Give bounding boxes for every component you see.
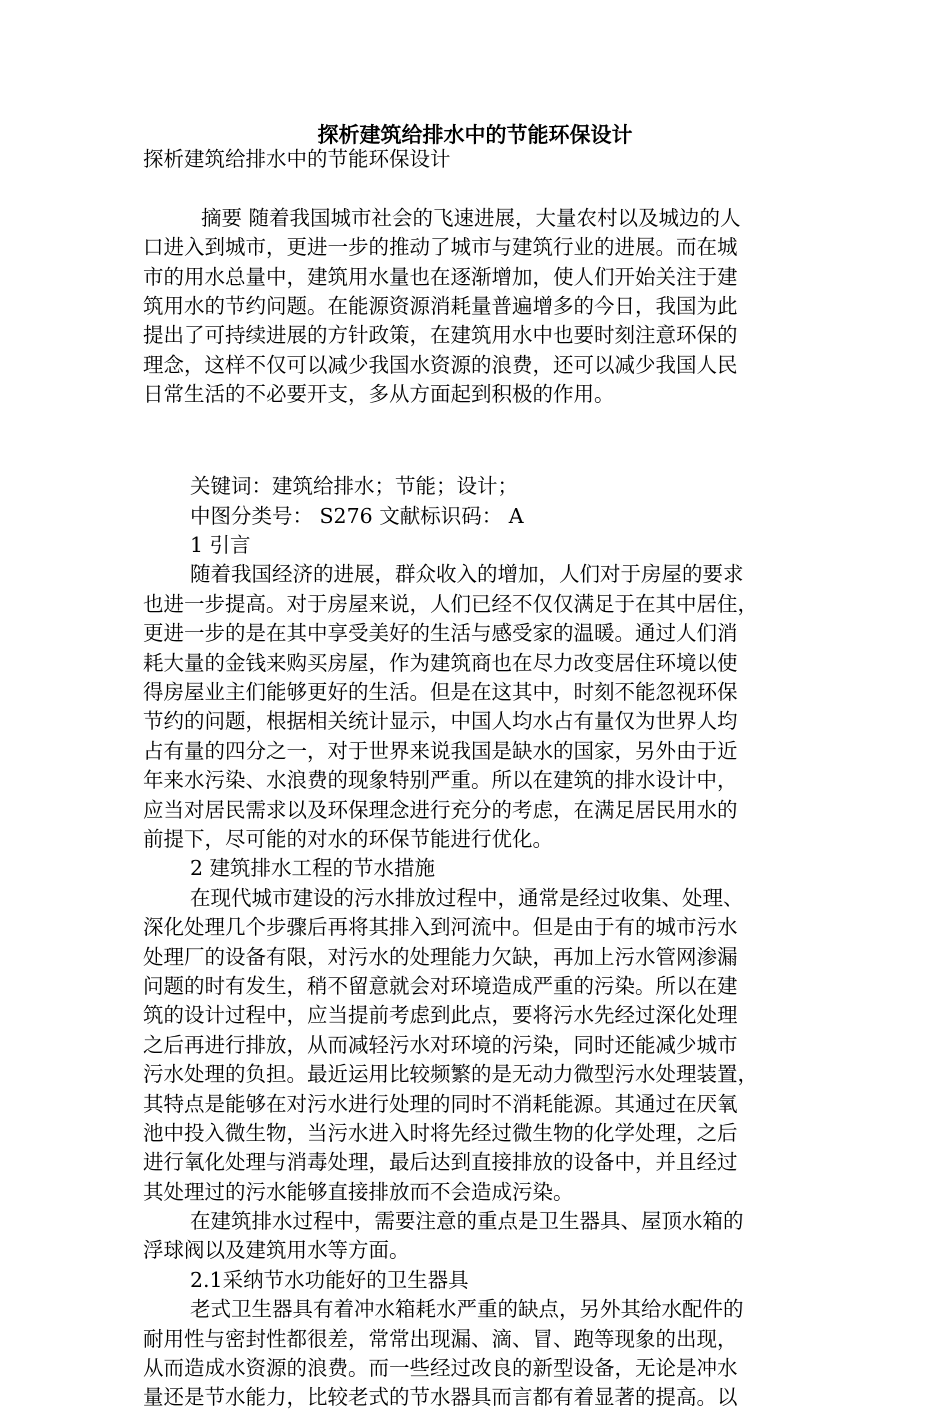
paragraph-line: 前提下，尽可能的对水的环保节能进行优化。 — [143, 827, 553, 851]
abstract-line: 摘要 随着我国城市社会的飞速进展，大量农村以及城边的人 — [201, 205, 741, 230]
section2-paragraph-1 — [143, 884, 808, 1207]
paragraph-line: 其处理过的污水能够直接排放而不会造成污染。 — [143, 1179, 574, 1204]
paragraph-line: 处理厂的设备有限，对污水的处理能力欠缺，再加上污水管网渗漏 — [143, 944, 738, 969]
paragraph-line: 节约的问题，根据相关统计显示，中国人均水占有量仅为世界人均 — [143, 709, 738, 734]
keywords-line: 关键词：建筑给排水；节能；设计； — [190, 474, 518, 499]
paragraph-line: 进行氧化处理与消毒处理，最后达到直接排放的设备中，并且经过 — [143, 1150, 738, 1175]
section-heading-1: 1 引言 — [190, 533, 251, 558]
paragraph-line: 更进一步的是在其中享受美好的生活与感受家的温暖。通过人们消 — [143, 621, 738, 646]
abstract-paragraph — [143, 204, 808, 410]
paragraph-line: 随着我国经济的进展，群众收入的增加，人们对于房屋的要求 — [190, 562, 744, 587]
abstract-line: 提出了可持续进展的方针政策，在建筑用水中也要时刻注意环保的 — [143, 323, 738, 348]
document-title: 探析建筑给排水中的节能环保设计 — [317, 123, 633, 147]
abstract-line: 口进入到城市，更进一步的推动了城市与建筑行业的进展。而在城 — [143, 235, 738, 260]
abstract-line: 理念，这样不仅可以减少我国水资源的浪费，还可以减少我国人民 — [143, 352, 738, 377]
paragraph-line: 问题的时有发生，稍不留意就会对环境造成严重的污染。所以在建 — [143, 973, 738, 998]
section2-paragraph-2 — [143, 1207, 808, 1266]
abstract-line: 筑用水的节约问题。在能源资源消耗量普遍增多的今日，我国为此 — [143, 293, 738, 318]
paragraph-line: 浮球阀以及建筑用水等方面。 — [143, 1238, 410, 1263]
paragraph-line: 量还是节水能力，比较老式的节水器具而言都有着显著的提高。以 — [143, 1385, 738, 1410]
paragraph-line: 得房屋业主们能够更好的生活。但是在这其中，时刻不能忽视环保 — [143, 680, 738, 705]
section-heading-2: 2 建筑排水工程的节水措施 — [190, 856, 436, 881]
paragraph-line: 也进一步提高。对于房屋来说，人们已经不仅仅满足于在其中居住， — [143, 591, 758, 616]
paragraph-line: 在建筑排水过程中，需要注意的重点是卫生器具、屋顶水箱的 — [190, 1209, 744, 1234]
paragraph-line: 其特点是能够在对污水进行处理的同时不消耗能源。其通过在厌氧 — [143, 1091, 738, 1116]
paragraph-line: 耐用性与密封性都很差，常常出现漏、滴、冒、跑等现象的出现， — [143, 1326, 738, 1351]
section1-paragraph — [143, 560, 808, 854]
paragraph-line: 池中投入微生物，当污水进入时将先经过微生物的化学处理，之后 — [143, 1120, 738, 1145]
spacer — [143, 410, 808, 469]
paragraph-line: 年来水污染、水浪费的现象特别严重。所以在建筑的排水设计中， — [143, 768, 738, 793]
paragraph-line: 耗大量的金钱来购买房屋，作为建筑商也在尽力改变居住环境以使 — [143, 650, 738, 675]
paragraph-line: 污水处理的负担。最近运用比较频繁的是无动力微型污水处理装置， — [143, 1062, 758, 1087]
paragraph-line: 之后再进行排放，从而减轻污水对环境的污染，同时还能减少城市 — [143, 1032, 738, 1057]
document-body — [143, 145, 808, 1413]
section21-paragraph — [143, 1295, 808, 1413]
paragraph-line: 从而造成水资源的浪费。而一些经过改良的新型设备，无论是冲水 — [143, 1356, 738, 1381]
abstract-line: 市的用水总量中，建筑用水量也在逐渐增加，使人们开始关注于建 — [143, 264, 738, 289]
paragraph-line: 占有量的四分之一，对于世界来说我国是缺水的国家，另外由于近 — [143, 738, 738, 763]
document-subtitle: 探析建筑给排水中的节能环保设计 — [143, 147, 451, 171]
paragraph-line: 应当对居民需求以及环保理念进行充分的考虑，在满足居民用水的 — [143, 797, 738, 822]
spacer — [143, 174, 808, 203]
paragraph-line: 老式卫生器具有着冲水箱耗水严重的缺点，另外其给水配件的 — [190, 1297, 744, 1322]
paragraph-line: 筑的设计过程中，应当提前考虑到此点，要将污水先经过深化处理 — [143, 1003, 738, 1028]
section-heading-2-1: 2.1采纳节水功能好的卫生器具 — [190, 1267, 469, 1292]
paragraph-line: 在现代城市建设的污水排放过程中，通常是经过收集、处理、 — [190, 885, 744, 910]
abstract-line: 日常生活的不必要开支，多从方面起到积极的作用。 — [143, 382, 615, 407]
paragraph-line: 深化处理几个步骤后再将其排入到河流中。但是由于有的城市污水 — [143, 915, 738, 940]
classification-line: 中图分类号： S276 文献标识码： A — [190, 503, 524, 528]
